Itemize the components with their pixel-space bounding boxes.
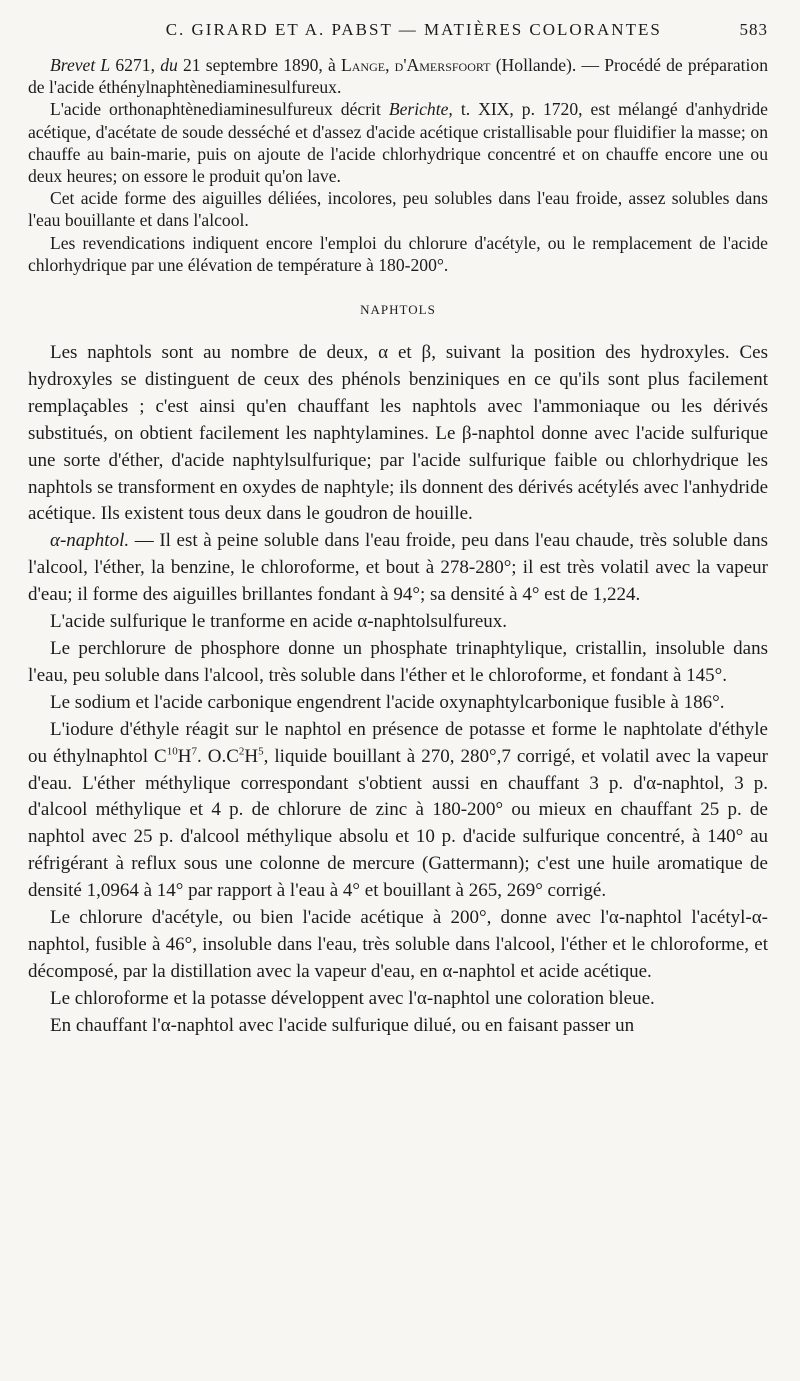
alpha-naphtol-label: α-naphtol. (50, 530, 130, 552)
berichte-ref: Berichte, (388, 99, 453, 120)
patent-claims: Les revendications indiquent encore l'emploi du chlorure d'acétyle, ou le remplacement de l'acide chlorhydrique par une élévation de température à 180-200°. (28, 232, 768, 275)
patent-date-day: 21 septembre (182, 55, 279, 75)
iodure-paragraph (28, 717, 768, 905)
patent-procedure (28, 98, 768, 187)
naphtols-intro: Les naphtols sont au nombre de deux, α et β, suivant la position des hydroxyles. Ces hydroxyles se distinguent de ceux des phénols benziniques en ce qu'ils sont plus facilement remplaçables ; c'est ainsi qu'en chauffant les naphtols avec l'ammoniaque ou les dérivés substitués, on obtient facilement les naphtylamines. Le β-naphtol donne avec l'acide sulfurique une sorte d'éther, d'acide naphtylsulfurique; par l'acide sulfurique faible ou chlorhydrique les naphtols se transforment en oxydes de naphtyle; ils donnent des dérivés acétylés avec l'anhydride acétique. Ils existent tous deux dans le goudron de houille. (28, 342, 768, 525)
alpha-naphtol-paragraph (28, 528, 768, 609)
patent-assignee: Lange, d'Amersfoort (341, 55, 491, 75)
acetyl-paragraph: Le chlorure d'acétyle, ou bien l'acide acétique à 200°, donne avec l'α-naphtol l'acétyl-α-naphtol, fusible à 46°, insoluble dans l'eau, très soluble dans l'alcool, l'éther et le chloroforme, et décomposé, par la distillation avec la vapeur d'eau, en α-naphtol et acide acétique. (28, 907, 768, 982)
last-paragraph: En chauffant l'α-naphtol avec l'acide sulfurique dilué, ou en faisant passer un (50, 1014, 635, 1036)
running-title: C. GIRARD ET A. PABST — MATIÈRES COLORANTES (165, 20, 662, 39)
formula-o: . O.C (196, 745, 239, 767)
running-header (28, 20, 768, 40)
patent-properties: Cet acide forme des aiguilles déliées, incolores, peu solubles dans l'eau froide, assez solubles dans l'eau bouillante et dans l'alcool. (28, 188, 768, 231)
formula-h: H (244, 745, 259, 767)
formula-h: H (177, 745, 192, 767)
patent-paragraph (28, 54, 768, 98)
iodure-text-a: L'iodure d'éthyle réagit sur le naphtol en présence de potasse et forme le naphtolate d'éthyle ou éthylnaphtol C (28, 718, 768, 767)
section-heading: NAPHTOLS (360, 302, 436, 318)
naphtols-body (28, 340, 768, 1040)
patent-year: 1890, (283, 55, 323, 75)
brevet-label: Brevet L (50, 55, 111, 75)
perchlorure-paragraph: Le perchlorure de phosphore donne un phosphate trinaphtylique, cristallin, insoluble dans l'eau, peu soluble dans l'alcool, très soluble dans l'éther et le chloroforme, et fondant à 145°. (28, 638, 768, 686)
chloroform-paragraph: Le chloroforme et la potasse développent avec l'α-naphtol une coloration bleue. (50, 987, 655, 1009)
formula-sup: 10 (166, 745, 178, 758)
procedure-text-b: t. XIX, p. 1720, est mélangé d'anhydride acétique, d'acétate de soude desséché et d'assez d'acide acétique cristallisable pour fluidifier la masse; on chauffe au bain-marie, puis on ajoute de l'acide chlorhydrique concentré et on chauffe encore une ou deux heures; on essore le produit qu'on lave. (28, 99, 768, 187)
patent-description: (Hollande). — Procédé de préparation de l'acide éthénylnaphtènediaminesulfureux. (28, 55, 768, 98)
patent-block (28, 54, 768, 276)
procedure-text-a: L'acide orthonaphtènediaminesulfureux décrit (50, 99, 381, 120)
iodure-text-b: , liquide bouillant à 270, 280°,7 corrigé, et volatil avec la vapeur d'eau. L'éther méthylique correspondant s'obtient aussi en chauffant 3 p. d'α-naphtol, 3 p. d'alcool méthylique et 4 p. de chlorure de zinc à 180-200° ou mieux en chauffant 25 p. de naphtol avec 25 p. d'alcool méthylique absolu et 10 p. d'acide sulfurique concentré, à 140° au réfrigérant à reflux sous une colonne de mercure (Gattermann); c'est une huile aromatique de densité 1,0964 à 14° par rapport à l'eau à 4° et bouillant à 265, 269° corrigé. (28, 745, 768, 902)
date-prefix: du (160, 55, 178, 75)
page-number: 583 (739, 20, 768, 39)
formula-sup: 7 (191, 745, 197, 758)
sodium-paragraph: Le sodium et l'acide carbonique engendrent l'acide oxynaphtylcarbonique fusible à 186°. (50, 691, 725, 713)
patent-at: à (328, 55, 336, 75)
alpha-naphtol-text: — Il est à peine soluble dans l'eau froide, peu dans l'eau chaude, très soluble dans l'alcool, l'éther, la benzine, le chloroforme, et bout à 278-280°; il est très volatil avec la vapeur d'eau; il forme des aiguilles brillantes fondant à 94°; sa densité à 4° est de 1,224. (28, 530, 768, 606)
formula-sup: 5 (258, 745, 264, 758)
brevet-number: 6271, (115, 55, 155, 75)
formula-sup: 2 (238, 745, 245, 758)
sulfuric-paragraph: L'acide sulfurique le tranforme en acide α-naphtolsulfureux. (50, 611, 508, 633)
